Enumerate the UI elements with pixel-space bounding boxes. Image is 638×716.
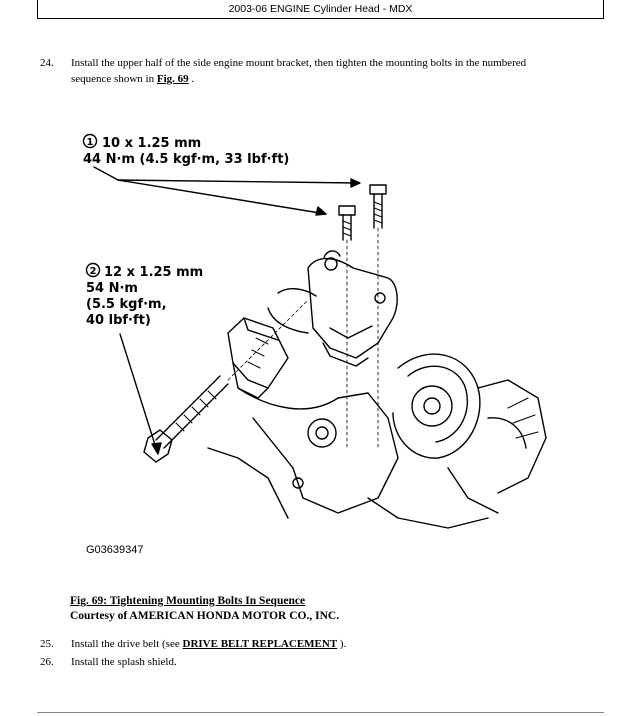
callout-1-number: 1 [86, 137, 94, 148]
engine-block [208, 354, 546, 528]
step-text: Install the splash shield. [71, 656, 177, 668]
footer-divider [37, 712, 604, 713]
callout-1-torque: 44 N·m (4.5 kgf·m, 33 lbf·ft) [83, 152, 290, 167]
leader-line-2 [120, 334, 156, 448]
step-text-prefix: sequence shown in [71, 73, 157, 85]
step-text-suffix: ). [337, 638, 347, 650]
figure-id: G03639347 [86, 544, 144, 556]
step-number: 25. [40, 638, 54, 650]
step-25 [40, 637, 600, 653]
upper-bolt-2 [370, 185, 386, 448]
callout-2-number: 2 [89, 266, 97, 277]
arrow-head-2 [152, 443, 161, 454]
step-24 [40, 56, 600, 88]
callout-2-size: 12 x 1.25 mm [104, 265, 204, 280]
callout-1-size: 10 x 1.25 mm [102, 136, 202, 151]
callout-2-torque-metric: (5.5 kgf·m, [86, 297, 167, 312]
step-text-line1: Install the upper half of the side engine mount bracket, then tighten the mounting bolts in the numbered [71, 57, 527, 69]
leader-line-1b [118, 180, 358, 183]
arrow-head-1a [316, 207, 326, 215]
step-26 [40, 655, 600, 671]
step-number: 26. [40, 656, 54, 668]
step-text-suffix: . [188, 73, 195, 85]
page-header [37, 0, 604, 19]
step-number: 24. [40, 57, 54, 69]
step-text [71, 637, 346, 652]
fig-69-link[interactable]: Fig. 69 [156, 73, 189, 85]
drive-belt-replacement-link[interactable]: DRIVE BELT REPLACEMENT [182, 638, 338, 650]
engine-mount-diagram [68, 118, 568, 560]
header-title: 2003-06 ENGINE Cylinder Head - MDX [228, 3, 413, 15]
caption-courtesy: Courtesy of AMERICAN HONDA MOTOR CO., INC. [70, 610, 340, 622]
callout-2-torque: 54 N·m [86, 281, 138, 296]
long-bolt [144, 300, 308, 462]
lower-bracket [228, 318, 288, 398]
leader-line-1a [94, 167, 326, 214]
arrow-head-1b [351, 179, 360, 187]
step-text-prefix: Install the drive belt (see [71, 638, 183, 650]
figure-caption [70, 594, 339, 624]
upper-bolt-1 [339, 206, 355, 448]
step-text-line2 [71, 72, 194, 87]
callout-2-torque-imperial: 40 lbf·ft) [86, 313, 151, 328]
caption-title: Fig. 69: Tightening Mounting Bolts In Sequence [70, 595, 306, 607]
